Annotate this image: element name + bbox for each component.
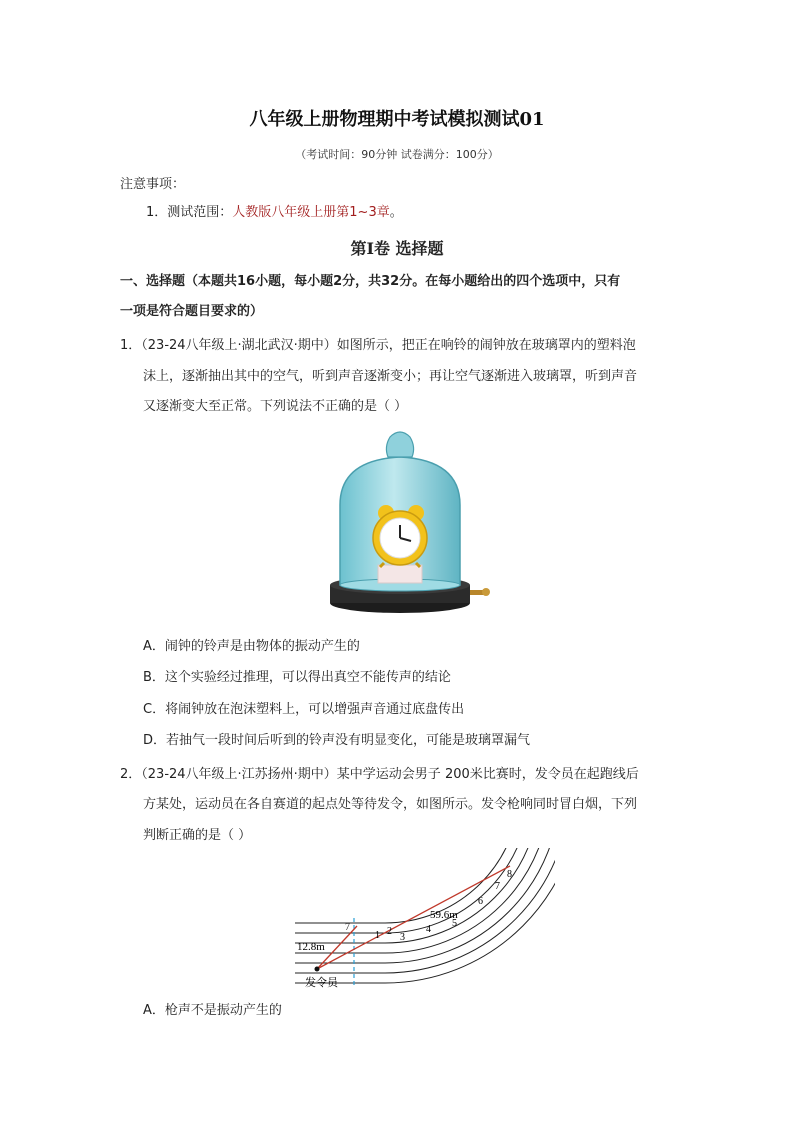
exam-info: （考试时间：90分钟 试卷满分：100分） [295, 148, 499, 161]
section-intro-line2: 一项是符合题目要求的） [120, 304, 264, 319]
bell-jar-clock-figure [318, 425, 498, 620]
label-59-6m: 59.6m [430, 909, 458, 921]
lane-1: 1 [375, 930, 380, 941]
lane-6: 6 [478, 896, 483, 907]
q1-option-a[interactable]: A．闹钟的铃声是由物体的振动产生的 [143, 639, 360, 654]
q2-stem-line3: 判断正确的是（ ） [143, 828, 252, 843]
q1-stem-line2: 沫上，逐渐抽出其中的空气，听到声音逐渐变小；再让空气逐渐进入玻璃罩，听到声音 [143, 369, 638, 384]
lane-3: 3 [400, 932, 405, 943]
notes-item-prefix: 1．测试范围： [146, 205, 233, 220]
q2-stem-line1: 2．（23-24八年级上·江苏扬州·期中）某中学运动会男子 200米比赛时，发令员在起跑线后 [120, 767, 639, 782]
q1-option-b[interactable]: B．这个实验经过推理，可以得出真空不能传声的结论 [143, 670, 451, 685]
foam-pad [378, 565, 422, 583]
page-title: 八年级上册物理期中考试模拟测试01 [249, 109, 545, 130]
q1-option-c[interactable]: C．将闹钟放在泡沫塑料上，可以增强声音通过底盘传出 [143, 702, 465, 717]
lane-4: 4 [426, 924, 431, 935]
lane-2: 2 [387, 926, 392, 937]
q2-option-a[interactable]: A．枪声不是振动产生的 [143, 1003, 282, 1018]
q1-option-d[interactable]: D．若抽气一段时间后听到的铃声没有明显变化，可能是玻璃罩漏气 [143, 733, 531, 748]
lane-7-start: 7 [345, 922, 350, 933]
notes-heading: 注意事项： [120, 177, 186, 192]
running-track-figure [295, 848, 555, 993]
q1-stem-line3: 又逐渐变大至正常。下列说法不正确的是（ ） [143, 399, 408, 414]
valve-icon [470, 590, 484, 595]
notes-item-1 [146, 203, 403, 223]
distance-line-long [317, 866, 510, 969]
lane-7: 7 [495, 881, 500, 892]
notes-item-suffix: 。 [389, 205, 403, 220]
label-12-8m: 12.8m [297, 941, 325, 953]
section-intro-line1: 一、选择题（本题共16小题，每小题2分，共32分。在每小题给出的四个选项中，只有 [120, 274, 621, 289]
label-starter: 发令员 [305, 976, 338, 989]
lane-5: 5 [452, 918, 457, 929]
notes-scope-highlight: 人教版八年级上册第1~3章 [232, 205, 390, 220]
q2-stem-line2: 方某处，运动员在各自赛道的起点处等待发令，如图所示。发令枪响同时冒白烟，下列 [143, 797, 638, 812]
lane-8: 8 [507, 869, 512, 880]
starter-position [315, 967, 320, 972]
section-title: 第Ⅰ卷 选择题 [350, 239, 444, 258]
q1-stem-line1: 1．（23-24八年级上·湖北武汉·期中）如图所示，把正在响铃的闹钟放在玻璃罩内的塑料泡 [120, 338, 636, 353]
